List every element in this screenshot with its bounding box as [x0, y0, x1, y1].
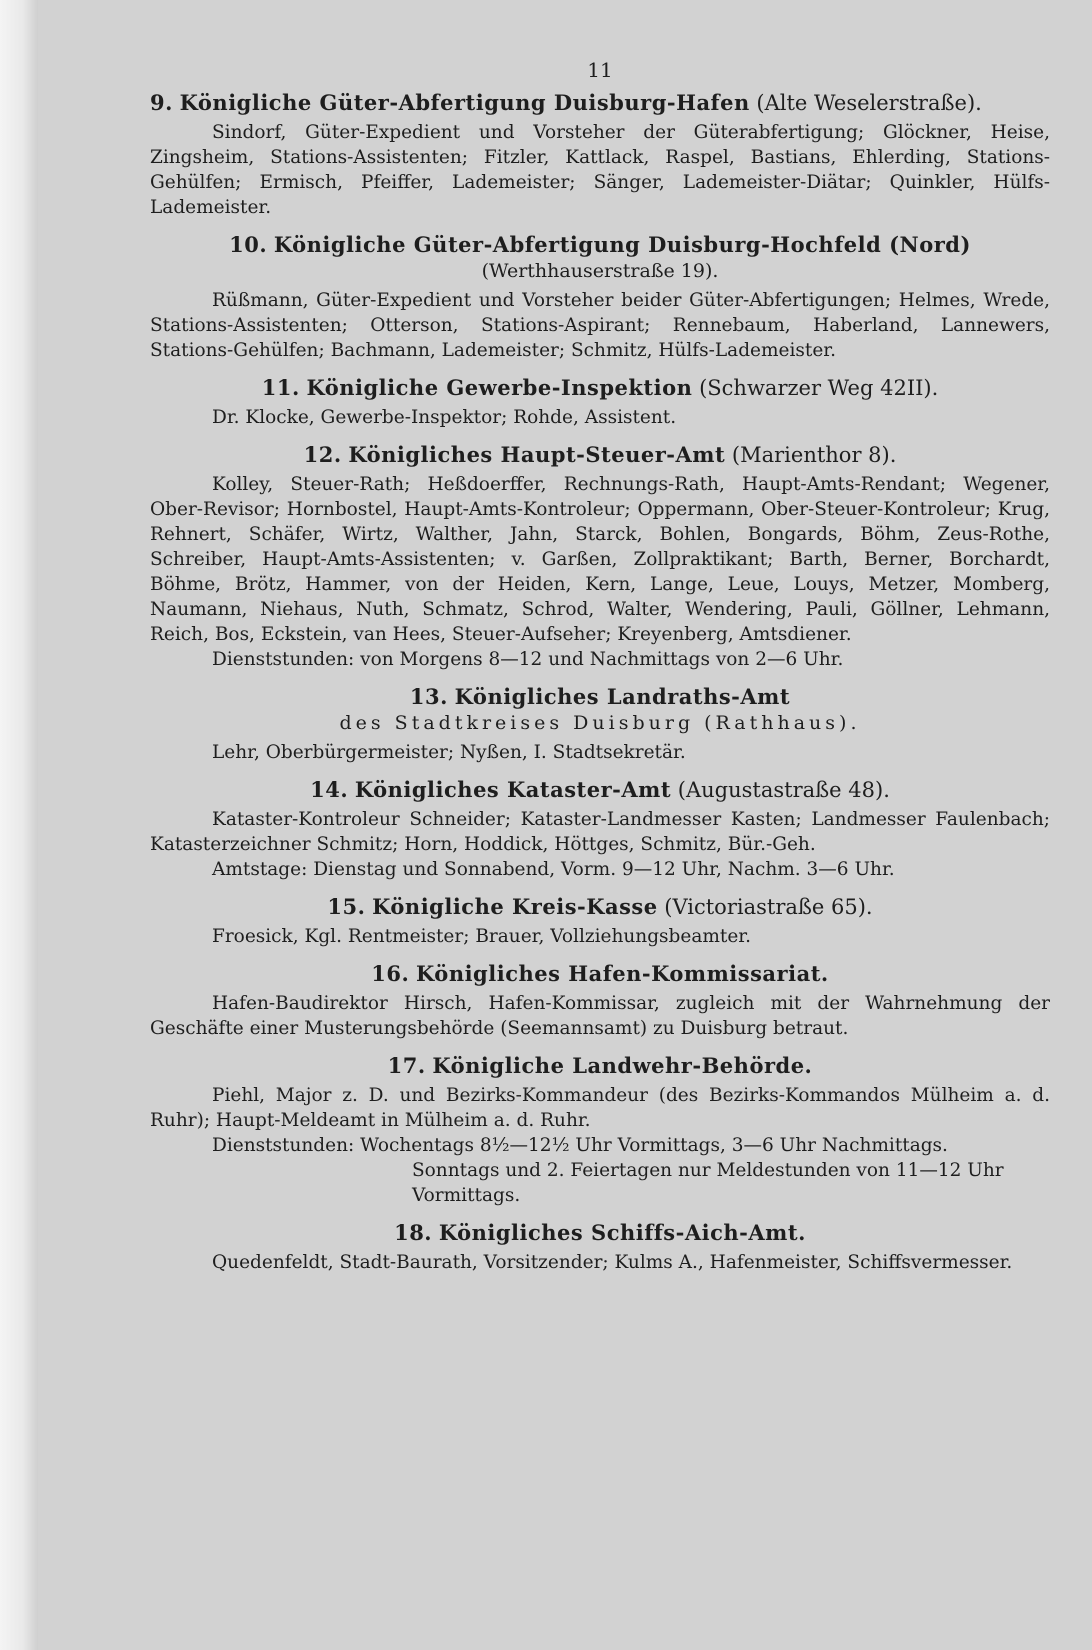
section-title: Königliches Schiffs-Aich-Amt.	[438, 1220, 806, 1245]
section-text: Kolley, Steuer-Rath; Heßdoerffer, Rechnungs-Rath, Haupt-Amts-Rendant; Wegener, Ober-Revisor; Hornbostel, Haupt-Amts-Kontroleur; Oppermann, Ober-Steuer-Kontroleur; Krug, Rehnert, Schäfer, Wirtz, Walther, Jahn, Starck, Bohlen, Bongards, Böhm, Zeus-Rothe, Schreiber, Haupt-Amts-Assistenten; v. Garßen, Zollpraktikant; Barth, Berner, Borchardt, Böhme, Brötz, Hammer, von der Heiden, Kern, Lange, Leue, Louys, Metzer, Momberg, Naumann, Niehaus, Nuth, Schmatz, Schrod, Walter, Wendering, Pauli, Göllner, Lehmann, Reich, Bos, Eckstein, van Hees, Steuer-Aufseher; Kreyenberg, Amtsdiener.	[150, 474, 1050, 645]
section-note: Dienststunden: Wochentags 8½—12½ Uhr Vormittags, 3—6 Uhr Nachmittags.	[212, 1135, 948, 1156]
section-number: 14.	[310, 777, 349, 802]
section-text: Hafen-Baudirektor Hirsch, Hafen-Kommissar, zugleich mit der Wahrnehmung der Geschäfte einer Musterungsbehörde (Seemannsamt) zu Duisburg betraut.	[150, 993, 1050, 1039]
section-heading	[150, 961, 1050, 986]
section-title: Königliche Gewerbe-Inspektion	[306, 375, 693, 400]
section-10	[150, 232, 1050, 363]
section-text: Rüßmann, Güter-Expedient und Vorsteher beider Güter-Abfertigungen; Helmes, Wrede, Stations-Assistenten; Otterson, Stations-Aspirant; Rennebaum, Haberland, Lannewers, Stations-Gehülfen; Bachmann, Lademeister; Schmitz, Hülfs-Lademeister.	[150, 290, 1050, 361]
section-17	[150, 1053, 1050, 1208]
section-heading	[150, 1220, 1050, 1245]
section-text: Froesick, Kgl. Rentmeister; Brauer, Vollziehungsbeamter.	[212, 926, 751, 947]
section-note: Dienststunden: von Morgens 8—12 und Nachmittags von 2—6 Uhr.	[212, 649, 844, 670]
page-binding-edge	[0, 0, 38, 1650]
section-number: 18.	[394, 1220, 433, 1245]
section-title: Königliches Kataster-Amt	[354, 777, 672, 802]
section-title: Königliches Hafen-Kommissariat.	[416, 961, 829, 986]
section-13	[150, 684, 1050, 765]
section-subline: des Stadtkreises Duisburg (Rathhaus).	[339, 712, 861, 734]
section-address: (Alte Weselerstraße).	[756, 91, 982, 115]
section-heading	[150, 375, 1050, 400]
section-title: Königliches Landraths-Amt	[454, 684, 791, 709]
section-note: Amtstage: Dienstag und Sonnabend, Vorm. 9—12 Uhr, Nachm. 3—6 Uhr.	[212, 859, 895, 880]
section-number: 17.	[387, 1053, 426, 1078]
section-18	[150, 1220, 1050, 1275]
section-address: (Victoriastraße 65).	[664, 895, 873, 919]
section-16	[150, 961, 1050, 1041]
section-title: Königliche Kreis-Kasse	[372, 894, 658, 919]
section-heading	[150, 894, 1050, 919]
section-heading	[150, 684, 1050, 709]
section-number: 9.	[150, 90, 173, 115]
section-15	[150, 894, 1050, 949]
section-heading	[150, 90, 1050, 115]
section-text: Kataster-Kontroleur Schneider; Kataster-Landmesser Kasten; Landmesser Faulenbach; Katasterzeichner Schmitz; Horn, Hoddick, Höttges, Schmitz, Bür.-Geh.	[150, 809, 1050, 855]
section-number: 16.	[371, 961, 410, 986]
page-number: 11	[587, 58, 613, 82]
section-heading	[150, 232, 1050, 257]
section-title: Königliche Güter-Abfertigung Duisburg-Hochfeld (Nord)	[273, 232, 971, 257]
section-number: 13.	[409, 684, 448, 709]
section-address: (Schwarzer Weg 42II).	[699, 376, 939, 400]
section-12	[150, 442, 1050, 672]
section-note-continued: Sonntags und 2. Feiertagen nur Meldestunden von 11—12 Uhr Vormittags.	[412, 1160, 1004, 1206]
section-number: 12.	[303, 442, 342, 467]
section-number: 10.	[229, 232, 268, 257]
page-content	[150, 58, 1050, 1287]
section-address: (Augustastraße 48).	[677, 778, 890, 802]
section-text: Piehl, Major z. D. und Bezirks-Kommandeur (des Bezirks-Kommandos Mülheim a. d. Ruhr); Haupt-Meldeamt in Mülheim a. d. Ruhr.	[150, 1085, 1050, 1131]
section-number: 11.	[261, 375, 300, 400]
section-number: 15.	[327, 894, 366, 919]
section-heading	[150, 442, 1050, 467]
section-text: Lehr, Oberbürgermeister; Nyßen, I. Stadtsekretär.	[212, 742, 686, 763]
section-text: Dr. Klocke, Gewerbe-Inspektor; Rohde, Assistent.	[212, 407, 677, 428]
section-heading	[150, 777, 1050, 802]
section-address: (Marienthor 8).	[731, 443, 897, 467]
section-text: Sindorf, Güter-Expedient und Vorsteher der Güterabfertigung; Glöckner, Heise, Zingsheim, Stations-Assistenten; Fitzler, Kattlack, Raspel, Bastians, Ehlerding, Stations-Gehülfen; Ermisch, Pfeiffer, Lademeister; Sänger, Lademeister-Diätar; Quinkler, Hülfs-Lademeister.	[150, 122, 1050, 218]
section-11	[150, 375, 1050, 430]
section-text: Quedenfeldt, Stadt-Baurath, Vorsitzender; Kulms A., Hafenmeister, Schiffsvermesser.	[212, 1252, 1013, 1273]
section-9	[150, 90, 1050, 220]
section-title: Königliche Güter-Abfertigung Duisburg-Hafen	[179, 90, 750, 115]
section-title: Königliches Haupt-Steuer-Amt	[348, 442, 726, 467]
section-title: Königliche Landwehr-Behörde.	[432, 1053, 813, 1078]
section-heading	[150, 1053, 1050, 1078]
section-14	[150, 777, 1050, 882]
section-subline: (Werthhauserstraße 19).	[481, 260, 719, 282]
